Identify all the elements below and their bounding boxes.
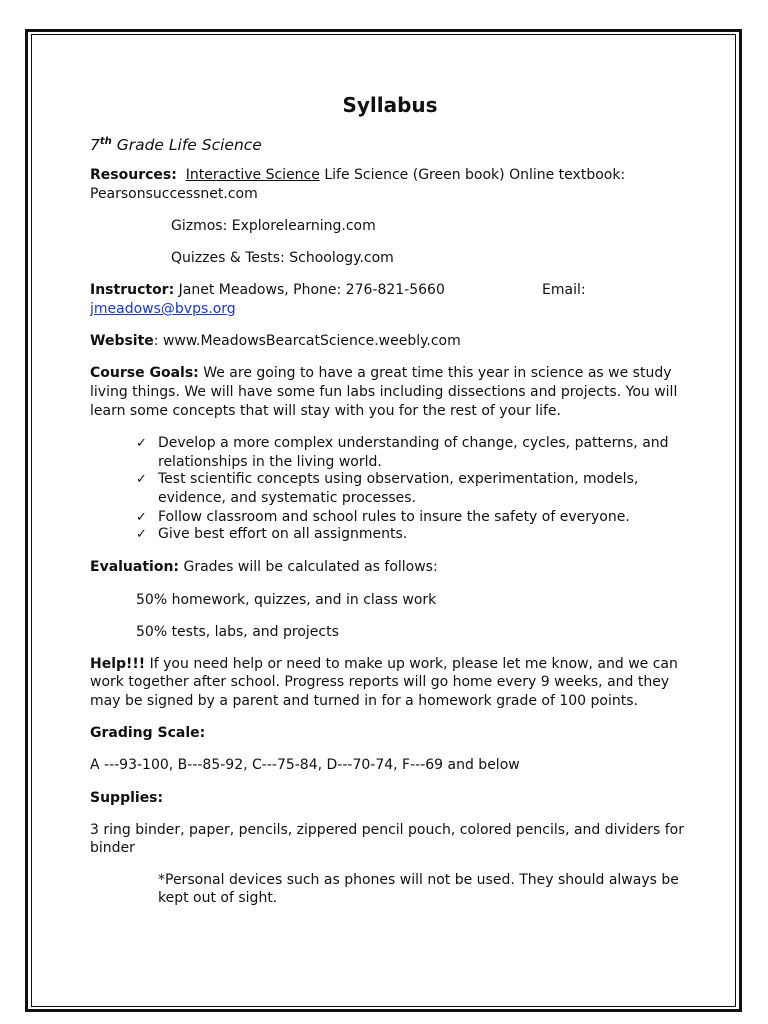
instructor-label: Instructor: <box>90 282 175 298</box>
grading-scale-label: Grading Scale: <box>90 725 206 741</box>
help-line-3: may be signed by a parent and turned in for a homework grade of 100 points. <box>90 693 638 709</box>
supplies-line-2: binder <box>90 840 135 856</box>
goal-item-3: Follow classroom and school rules to insure the safety of everyone. <box>158 509 630 525</box>
goal-item-2-line-2: evidence, and systematic processes. <box>158 490 417 506</box>
check-icon: ✓ <box>136 510 147 525</box>
check-icon: ✓ <box>136 472 147 487</box>
evaluation-item-2: 50% tests, labs, and projects <box>136 624 339 640</box>
course-goals-text-1: We are going to have a great time this year in science as we study <box>198 365 672 381</box>
email-link[interactable]: jmeadows@bvps.org <box>90 301 236 317</box>
resources-book-title: Interactive Science <box>185 167 320 183</box>
website-label: Website <box>90 333 154 349</box>
resources-line1-rest: Life Science (Green book) Online textbook: <box>319 167 626 183</box>
supplies-note-line-2: kept out of sight. <box>158 890 278 906</box>
help-line-2: work together after school. Progress reports will go home every 9 weeks, and they <box>90 674 670 690</box>
instructor-name-phone: Janet Meadows, Phone: 276-821-5660 <box>174 282 445 298</box>
grading-scale-text: A ---93-100, B---85-92, C---75-84, D---70-74, F---69 and below <box>90 757 520 773</box>
website-value: : www.MeadowsBearcatScience.weebly.com <box>153 333 461 349</box>
supplies-label: Supplies: <box>90 790 164 806</box>
goal-item-1-line-2: relationships in the living world. <box>158 454 382 470</box>
goal-item-1-line-1: Develop a more complex understanding of change, cycles, patterns, and <box>158 435 669 451</box>
grade-superscript: th <box>99 136 112 147</box>
page-title: Syllabus <box>342 93 438 117</box>
check-icon: ✓ <box>136 436 147 451</box>
resources-url: Pearsonsuccessnet.com <box>90 186 258 202</box>
help-text-1: If you need help or need to make up work, please let me know, and we can <box>145 656 678 672</box>
course-subtitle <box>90 131 262 156</box>
resources-quizzes: Quizzes & Tests: Schoology.com <box>171 250 394 266</box>
course-goals-line-2: living things. We will have some fun labs including dissections and projects. You will <box>90 384 678 400</box>
goal-item-2-line-1: Test scientific concepts using observation, experimentation, models, <box>158 471 639 487</box>
email-label: Email: <box>542 282 586 298</box>
grade-number: 7 <box>90 136 100 155</box>
resources-label: Resources: <box>90 167 177 183</box>
evaluation-label: Evaluation: <box>90 559 180 575</box>
supplies-line-1: 3 ring binder, paper, pencils, zippered pencil pouch, colored pencils, and dividers for <box>90 822 684 838</box>
supplies-note-line-1: *Personal devices such as phones will not be used. They should always be <box>158 872 679 888</box>
check-icon: ✓ <box>136 527 147 542</box>
evaluation-line <box>90 558 438 577</box>
course-goals-line-3: learn some concepts that will stay with you for the rest of your life. <box>90 403 561 419</box>
course-goals-line-1 <box>90 364 672 383</box>
evaluation-item-1: 50% homework, quizzes, and in class work <box>136 592 437 608</box>
help-line-1 <box>90 655 678 674</box>
email-line <box>90 300 236 319</box>
resources-gizmos: Gizmos: Explorelearning.com <box>171 218 376 234</box>
website-line <box>90 332 461 351</box>
resources-line <box>90 166 625 185</box>
instructor-line <box>90 281 445 300</box>
course-goals-label: Course Goals: <box>90 365 199 381</box>
evaluation-text: Grades will be calculated as follows: <box>179 559 438 575</box>
goal-item-4: Give best effort on all assignments. <box>158 526 408 542</box>
course-name: Grade Life Science <box>111 136 262 155</box>
help-label: Help!!! <box>90 656 146 672</box>
